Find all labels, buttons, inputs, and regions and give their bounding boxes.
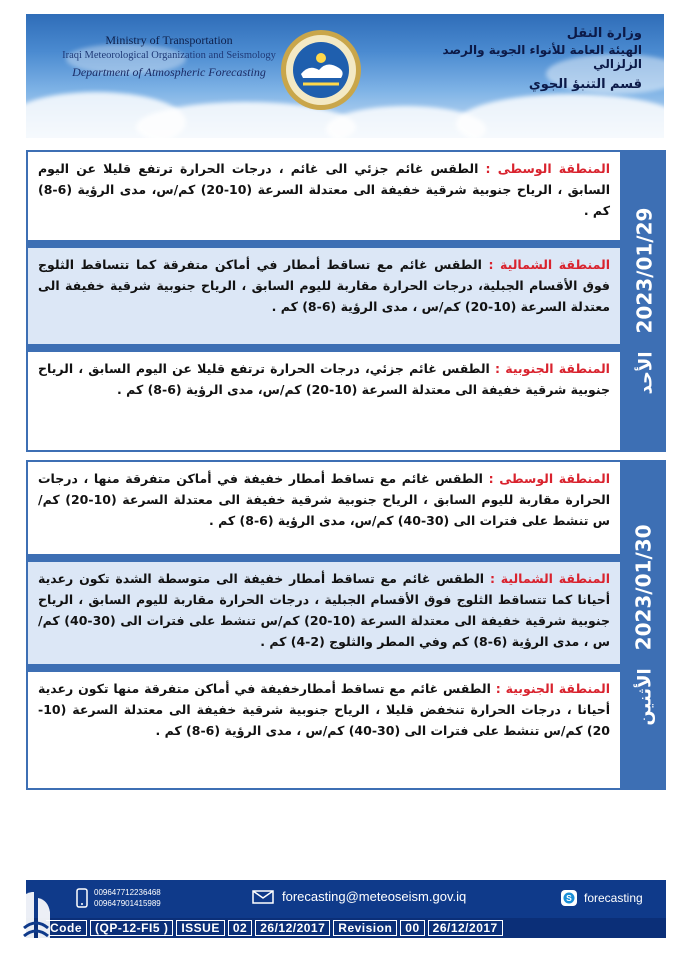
region-title: المنطقة الشمالية :: [488, 257, 610, 272]
skype-contact[interactable]: [560, 889, 643, 907]
phone-numbers: [94, 887, 161, 909]
code-label: Code: [46, 920, 87, 936]
issue-date: 26/12/2017: [255, 920, 330, 936]
code-value: (QP-12-FI5 ): [90, 920, 173, 936]
region-title: المنطقة الجنوبية :: [495, 361, 610, 376]
day-weekday: الأثنين: [635, 668, 657, 726]
department-name-en: Department of Atmospheric Forecasting: [72, 65, 266, 79]
footer-contact-bar: [26, 880, 666, 918]
region-card-north: [26, 560, 622, 666]
region-forecast-text: الطقس غائم مع تساقط أمطارخفيفة في أماكن متفرقة منها تكون رعدية أحيانا ، درجات الحرارة تنخفض قليلا ، الرياح جنوبية شرقية خفيفة الى معتدلة السرعة (10-20) كم/س تنشط على فترات الى (30-40) كم/س ، مدى الرؤية (6-8) كم .: [38, 681, 610, 738]
revision-date: 26/12/2017: [428, 920, 503, 936]
day-date: 2023/01/29: [632, 207, 657, 334]
issue-value: 02: [228, 920, 252, 936]
region-title: المنطقة الجنوبية :: [495, 681, 610, 696]
svg-text:S: S: [566, 893, 572, 904]
revision-value: 00: [400, 920, 424, 936]
header-arabic-block: [422, 26, 642, 92]
forecast-day-2: [26, 460, 666, 790]
email-address[interactable]: forecasting@meteoseism.gov.iq: [282, 889, 467, 904]
day-label: [622, 150, 666, 452]
organization-name-ar: الهيئة العامة للأنواء الجوية والرصد الزلزالي: [442, 43, 642, 71]
day-label: [622, 460, 666, 790]
skype-icon: [560, 889, 578, 907]
forecast-day-1: [26, 150, 666, 452]
region-title: المنطقة الشمالية :: [489, 571, 610, 586]
phone-icon: [76, 888, 88, 908]
phone-number-1: 009647712236468: [94, 888, 161, 897]
region-forecast-text: الطقس غائم جزئي، درجات الحرارة ترتفع قليلا عن اليوم السابق ، الرياح جنوبية شرقية خفيفة الى معتدلة السرعة (10-20) كم/س، مدى الرؤية (6-8) كم .: [38, 361, 610, 397]
region-card-south: [26, 350, 622, 452]
skype-handle[interactable]: forecasting: [584, 891, 643, 905]
region-forecast-text: الطقس غائم مع تساقط أمطار في أماكن متفرقة كما تتساقط الثلوج فوق الأقسام الجبلية، درجات الحرارة مقاربة لليوم السابق ، الرياح جنوبية شرقية خفيفة الى معتدلة السرعة (10-20) كم/س ، مدى الرؤية (6-8) كم .: [38, 257, 610, 314]
region-forecast-text: الطقس غائم جزئي الى غائم ، درجات الحرارة ترتفع قليلا عن اليوم السابق ، الرياح جنوبية شرقية خفيفة الى معتدلة السرعة (10-20) كم/س، مدى الرؤية (6-8) كم .: [38, 161, 610, 218]
phone-number-2: 009647901415989: [94, 899, 161, 908]
corner-logo-icon: [14, 888, 60, 950]
region-card-central: [26, 460, 622, 556]
organization-name-en: Iraqi Meteorological Organization and Seismology: [62, 50, 276, 61]
region-card-central: [26, 150, 622, 242]
region-forecast-text: الطقس غائم مع تساقط أمطار خفيفة الى متوسطة الشدة تكون رعدية أحيانا كما تتساقط الثلوج فوق الأقسام الجبلية ، درجات الحرارة مقاربة لليوم السابق ، الرياح جنوبية شرقية خفيفة الى معتدلة السرعة (10-20) كم/س تنشط على فترات الى (30-40) كم/س ، مدى الرؤية (6-8) كم وفي المطر والثلوج (2-4) كم .: [38, 571, 611, 649]
footer-document-control: [26, 918, 666, 938]
email-contact[interactable]: [252, 889, 466, 904]
region-card-north: [26, 246, 622, 346]
day-date: 2023/01/30: [632, 524, 657, 651]
region-forecast-text: الطقس غائم مع تساقط أمطار خفيفة في أماكن متفرقة منها ، درجات الحرارة مقاربة لليوم السابق ، الرياح جنوبية شرقية خفيفة الى معتدلة السرعة (10-20) كم/س تنشط على فترات الى (30-40) كم/س، مدى الرؤية (6-8) كم .: [38, 471, 611, 528]
issue-label: ISSUE: [176, 920, 225, 936]
mail-icon: [252, 890, 274, 904]
revision-label: Revision: [333, 920, 397, 936]
region-title: المنطقة الوسطى :: [488, 471, 610, 486]
header-english-block: [44, 32, 294, 80]
org-logo-icon: [279, 28, 363, 112]
region-card-south: [26, 670, 622, 790]
footer: [26, 880, 666, 938]
ministry-name-en: Ministry of Transportation: [105, 33, 233, 47]
region-title: المنطقة الوسطى :: [485, 161, 610, 176]
ministry-name-ar: وزارة النقل: [566, 26, 642, 41]
day-weekday: الأحد: [635, 351, 657, 395]
department-name-ar: قسم التنبؤ الجوي: [528, 77, 642, 92]
